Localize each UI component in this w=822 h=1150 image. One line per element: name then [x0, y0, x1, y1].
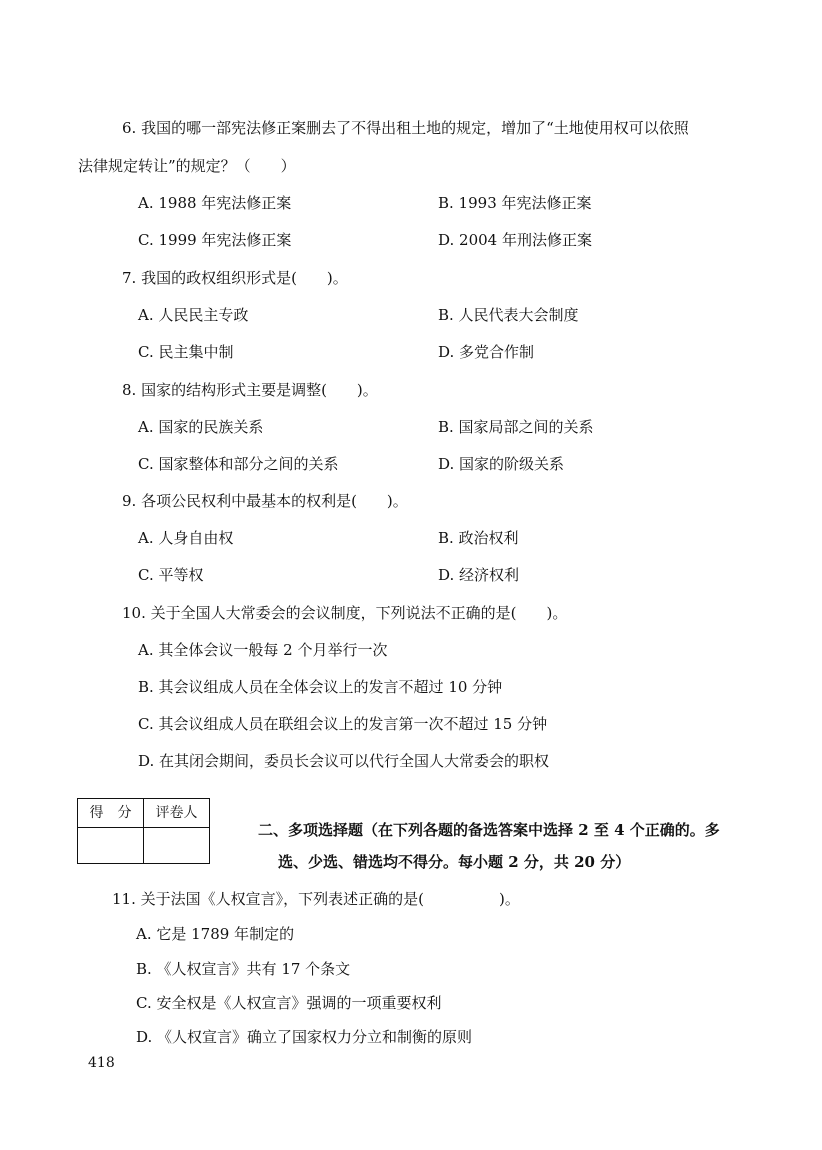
q9-option-b: B. 政治权利: [438, 529, 519, 547]
page-number: 418: [88, 1055, 115, 1071]
q9-option-d: D. 经济权利: [438, 566, 520, 584]
score-header: 得 分: [78, 799, 144, 828]
q8-option-c: C. 国家整体和部分之间的关系: [138, 455, 339, 473]
q6-option-a: A. 1988 年宪法修正案: [138, 194, 292, 212]
q10-option-a: A. 其全体会议一般每 2 个月举行一次: [138, 641, 388, 659]
q11-option-a: A. 它是 1789 年制定的: [136, 925, 295, 943]
score-table: [77, 798, 210, 864]
q10-option-d: D. 在其闭会期间，委员长会议可以代行全国人大常委会的职权: [138, 752, 550, 770]
q8-stem: 8. 国家的结构形式主要是调整( )。: [122, 381, 378, 399]
q10-stem: 10. 关于全国人大常委会的会议制度，下列说法不正确的是( )。: [122, 604, 568, 622]
q8-option-b: B. 国家局部之间的关系: [438, 418, 594, 436]
q9-stem: 9. 各项公民权利中最基本的权利是( )。: [122, 492, 408, 510]
q6-option-d: D. 2004 年刑法修正案: [438, 231, 592, 249]
q6-option-c: C. 1999 年宪法修正案: [138, 231, 292, 249]
q11-stem: 11. 关于法国《人权宣言》，下列表述正确的是( )。: [112, 890, 520, 908]
q11-option-b: B. 《人权宣言》共有 17 个条文: [136, 960, 351, 978]
q7-option-b: B. 人民代表大会制度: [438, 306, 579, 324]
q6-stem-line2: 法律规定转让”的规定？（ ）: [78, 157, 296, 175]
q7-option-c: C. 民主集中制: [138, 343, 234, 361]
q9-option-a: A. 人身自由权: [138, 529, 234, 547]
q11-option-d: D. 《人权宣言》确立了国家权力分立和制衡的原则: [136, 1028, 473, 1046]
grader-header: 评卷人: [144, 799, 210, 828]
q7-option-a: A. 人民民主专政: [138, 306, 249, 324]
q6-option-b: B. 1993 年宪法修正案: [438, 194, 592, 212]
score-cell: [78, 828, 144, 864]
grader-cell: [144, 828, 210, 864]
section2-heading-line2: 选、少选、错选均不得分。每小题 2 分，共 20 分）: [278, 853, 631, 871]
section2-heading-line1: 二、多项选择题（在下列各题的备选答案中选择 2 至 4 个正确的。多: [258, 821, 720, 839]
q7-stem: 7. 我国的政权组织形式是( )。: [122, 269, 348, 287]
q8-option-a: A. 国家的民族关系: [138, 418, 264, 436]
q11-option-c: C. 安全权是《人权宣言》强调的一项重要权利: [136, 994, 442, 1012]
q8-option-d: D. 国家的阶级关系: [438, 455, 565, 473]
q7-option-d: D. 多党合作制: [438, 343, 535, 361]
q9-option-c: C. 平等权: [138, 566, 204, 584]
q6-stem-line1: 6. 我国的哪一部宪法修正案删去了不得出租土地的规定，增加了“土地使用权可以依照: [122, 119, 689, 137]
q10-option-b: B. 其会议组成人员在全体会议上的发言不超过 10 分钟: [138, 678, 503, 696]
q10-option-c: C. 其会议组成人员在联组会议上的发言第一次不超过 15 分钟: [138, 715, 548, 733]
